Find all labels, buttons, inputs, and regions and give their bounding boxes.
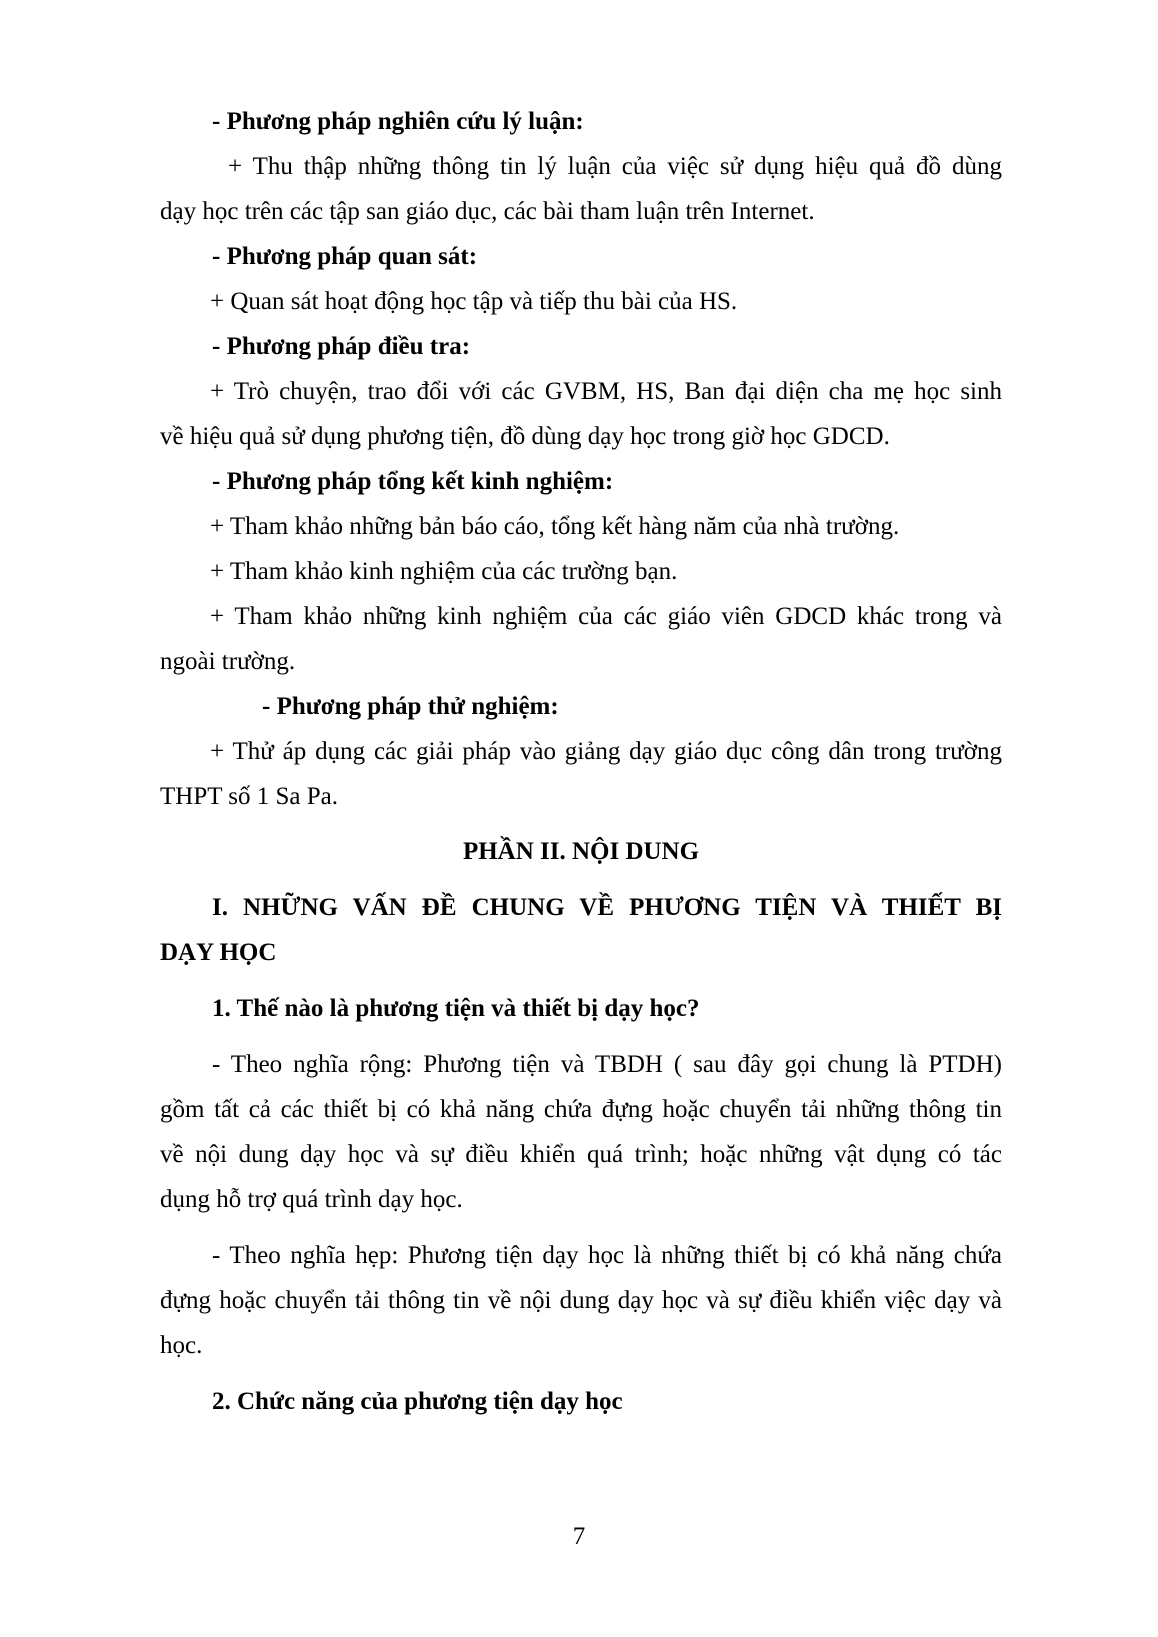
paragraph-line: THPT số 1 Sa Pa.: [160, 783, 339, 810]
paragraph-line: đựng hoặc chuyển tải thông tin về nội dung dạy học và sự điều khiển việc dạy và: [160, 1287, 1002, 1314]
paragraph-line: về hiệu quả sử dụng phương tiện, đồ dùng dạy học trong giờ học GDCD.: [160, 423, 890, 450]
paragraph-line: + Tham khảo những kinh nghiệm của các giáo viên GDCD khác trong và: [210, 603, 1002, 630]
paragraph-line: + Thu thập những thông tin lý luận của việc sử dụng hiệu quả đồ dùng: [228, 153, 1002, 180]
chapter-heading-continued: DẠY HỌC: [160, 939, 277, 966]
paragraph-line: gồm tất cả các thiết bị có khả năng chứa đựng hoặc chuyển tải những thông tin: [160, 1096, 1002, 1123]
section-heading-experience: - Phương pháp tổng kết kinh nghiệm:: [212, 468, 614, 495]
subsection-heading-function: 2. Chức năng của phương tiện dạy học: [212, 1388, 623, 1415]
chapter-heading: I. NHỮNG VẤN ĐỀ CHUNG VỀ PHƯƠNG TIỆN VÀ THIẾT BỊ: [212, 894, 1002, 921]
paragraph-line: dạy học trên các tập san giáo dục, các bài tham luận trên Internet.: [160, 198, 815, 225]
paragraph-line: - Theo nghĩa rộng: Phương tiện và TBDH ( sau đây gọi chung là PTDH): [212, 1051, 1002, 1078]
paragraph-line: + Trò chuyện, trao đổi với các GVBM, HS, Ban đại diện cha mẹ học sinh: [210, 378, 1002, 405]
paragraph-line: dụng hỗ trợ quá trình dạy học.: [160, 1186, 463, 1213]
paragraph-line: ngoài trường.: [160, 648, 296, 675]
paragraph-line: về nội dung dạy học và sự điều khiển quá trình; hoặc những vật dụng có tác: [160, 1141, 1002, 1168]
part-title: PHẦN II. NỘI DUNG: [462, 838, 700, 865]
section-heading-observation: - Phương pháp quan sát:: [212, 243, 478, 270]
paragraph-line: + Quan sát hoạt động học tập và tiếp thu bài của HS.: [210, 288, 738, 315]
paragraph-line: + Tham khảo kinh nghiệm của các trường bạn.: [210, 558, 678, 585]
paragraph-line: + Thử áp dụng các giải pháp vào giảng dạy giáo dục công dân trong trường: [210, 738, 1002, 765]
paragraph-line: + Tham khảo những bản báo cáo, tổng kết hàng năm của nhà trường.: [210, 513, 900, 540]
section-heading-survey: - Phương pháp điều tra:: [212, 333, 471, 360]
paragraph-line: học.: [160, 1332, 203, 1359]
page-number: 7: [572, 1523, 586, 1550]
subsection-heading-definition: 1. Thế nào là phương tiện và thiết bị dạy học?: [212, 995, 700, 1022]
paragraph-line: - Theo nghĩa hẹp: Phương tiện dạy học là những thiết bị có khả năng chứa: [212, 1242, 1002, 1269]
section-heading-theory-research: - Phương pháp nghiên cứu lý luận:: [212, 108, 584, 135]
section-heading-experiment: - Phương pháp thử nghiệm:: [262, 693, 559, 720]
